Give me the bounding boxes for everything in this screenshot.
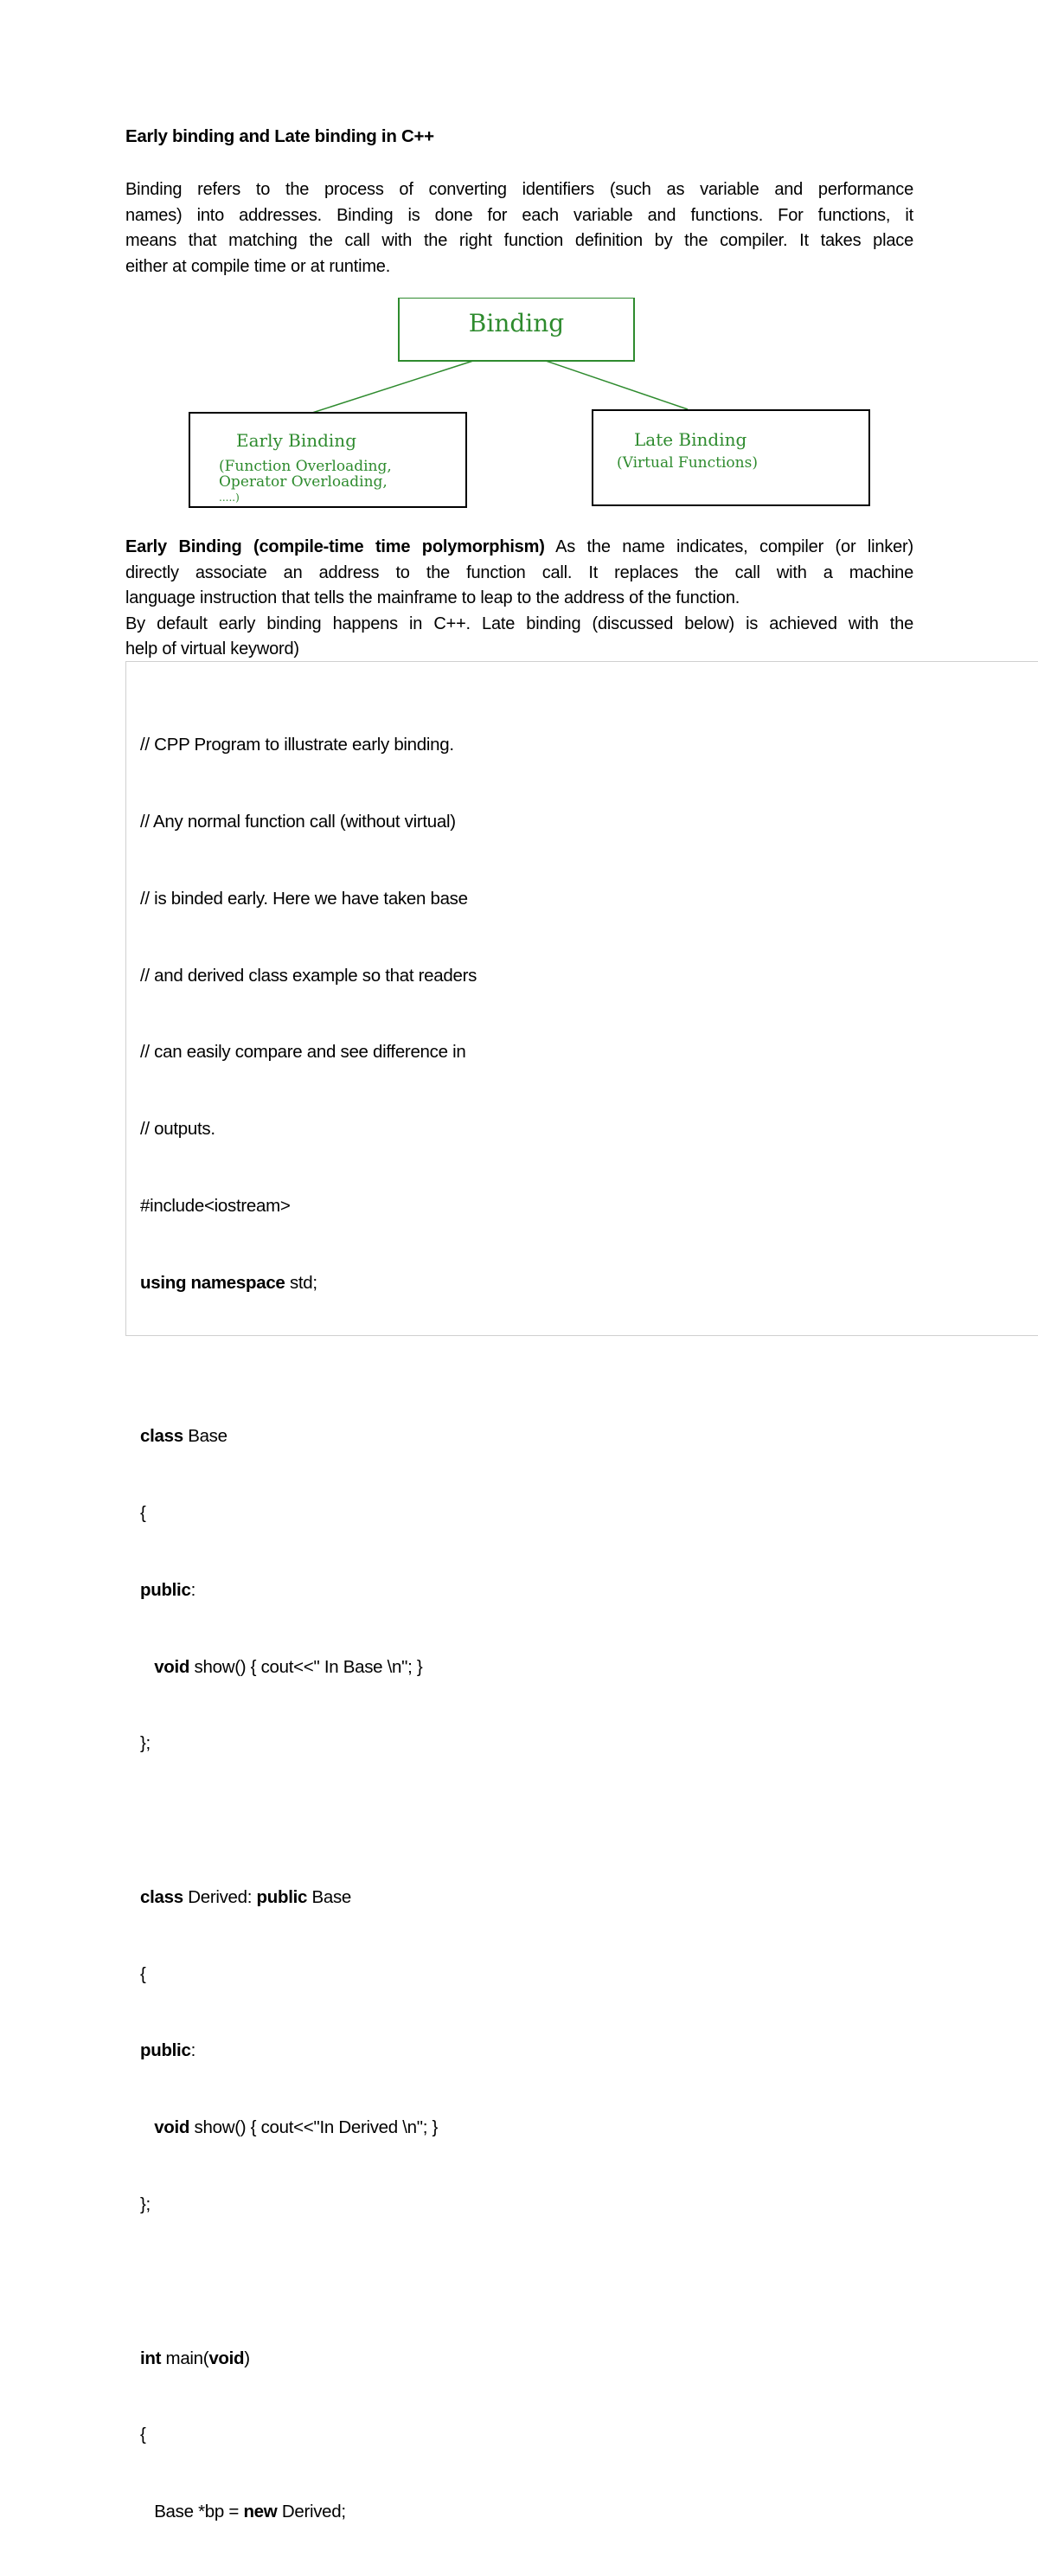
late-binding-sub: (Virtual Functions): [617, 454, 758, 472]
code-indent: [140, 1657, 154, 1677]
early-binding-label: Early Binding: [236, 430, 356, 451]
code-keyword: public: [140, 1579, 191, 1600]
code-blank-line: [140, 1808, 477, 1834]
early-binding-sub: (Function Overloading,: [219, 458, 392, 475]
code-comment: // can easily compare and see difference in: [140, 1042, 466, 1063]
code-comment: // CPP Program to illustrate early binding.: [140, 735, 454, 755]
code-line: {: [140, 1503, 146, 1523]
binding-root-label: Binding: [468, 309, 565, 337]
code-text: Derived:: [183, 1886, 257, 1907]
page-title: Early binding and Late binding in C++: [125, 126, 434, 146]
early-binding-paragraph: [125, 535, 913, 663]
code-comment: // is binded early. Here we have taken base: [140, 888, 468, 909]
code-keyword: using namespace: [140, 1272, 285, 1293]
code-line: {: [140, 2425, 146, 2445]
code-keyword: void: [154, 1656, 190, 1677]
code-keyword: void: [208, 2348, 245, 2368]
code-text: ): [244, 2348, 250, 2368]
code-keyword: class: [140, 1886, 183, 1907]
code-blank-line: [140, 1346, 477, 1372]
code-text: :: [190, 2040, 195, 2061]
binding-diagram: [186, 298, 878, 518]
intro-line: Binding refers to the process of converting identifiers (such as variable and performance: [125, 180, 913, 199]
code-text: Base *bp =: [154, 2502, 244, 2522]
code-line: [140, 2115, 477, 2141]
code-text: main(: [161, 2348, 209, 2368]
code-text: Base: [307, 1886, 352, 1907]
code-line: };: [140, 1733, 151, 1754]
early-binding-sub: .....): [219, 491, 240, 504]
code-line: [140, 1270, 477, 1296]
code-comment: // outputs.: [140, 1119, 215, 1140]
code-indent: [140, 2502, 154, 2521]
intro-line: either at compile time or at runtime.: [125, 256, 391, 276]
early-line: [125, 535, 913, 561]
code-keyword: public: [140, 2040, 191, 2061]
code-comment: // and derived class example so that readers: [140, 965, 477, 986]
code-keyword: int: [140, 2348, 162, 2368]
early-line: By default early binding happens in C++. Late binding (discussed below) is achieved with the: [125, 613, 913, 633]
code-text: show() { cout<<"In Derived \n"; }: [189, 2117, 439, 2138]
code-line: [140, 1654, 477, 1680]
code-line: {: [140, 1963, 146, 1984]
code-text: Base: [183, 1426, 227, 1447]
code-keyword: public: [256, 1886, 308, 1907]
code-include: #include<iostream>: [140, 1195, 291, 1216]
code-line: };: [140, 2194, 151, 2215]
early-line: help of virtual keyword): [125, 639, 299, 658]
early-text: As the name indicates, compiler (or linker): [544, 537, 913, 556]
code-line: [140, 2346, 477, 2372]
early-line: language instruction that tells the mainframe to leap to the address of the function.: [125, 588, 740, 607]
intro-line: means that matching the call with the right function definition by the compiler. It takes place: [125, 231, 913, 250]
code-text: Derived;: [277, 2502, 346, 2522]
code-text: show() { cout<<" In Base \n"; }: [189, 1656, 423, 1677]
code-line: [140, 2499, 477, 2525]
code-line: [140, 1885, 477, 1911]
code-line: [140, 1577, 477, 1603]
code-keyword: class: [140, 1426, 183, 1447]
code-text: std;: [285, 1272, 317, 1293]
code-line: [140, 1423, 477, 1449]
code-line: [140, 2038, 477, 2064]
intro-line: names) into addresses. Binding is done for each variable and functions. For functions, it: [125, 205, 913, 225]
code-block: [125, 661, 1038, 2522]
late-binding-label: Late Binding: [634, 429, 747, 450]
intro-paragraph: [125, 177, 913, 279]
code-blank-line: [140, 2269, 477, 2295]
early-line: directly associate an address to the function call. It replaces the call with a machine: [125, 562, 913, 582]
early-binding-heading: Early Binding (compile-time time polymorphism): [125, 537, 545, 556]
code-content: [140, 681, 477, 2576]
code-indent: [140, 2117, 154, 2137]
early-binding-sub: Operator Overloading,: [219, 473, 388, 491]
connector-left: [312, 361, 473, 413]
code-comment: // Any normal function call (without virtual): [140, 811, 456, 832]
connector-right: [546, 361, 688, 409]
code-keyword: void: [154, 2117, 190, 2138]
code-keyword: new: [243, 2502, 278, 2522]
binding-diagram-svg: [186, 298, 878, 514]
code-text: :: [190, 1579, 195, 1600]
